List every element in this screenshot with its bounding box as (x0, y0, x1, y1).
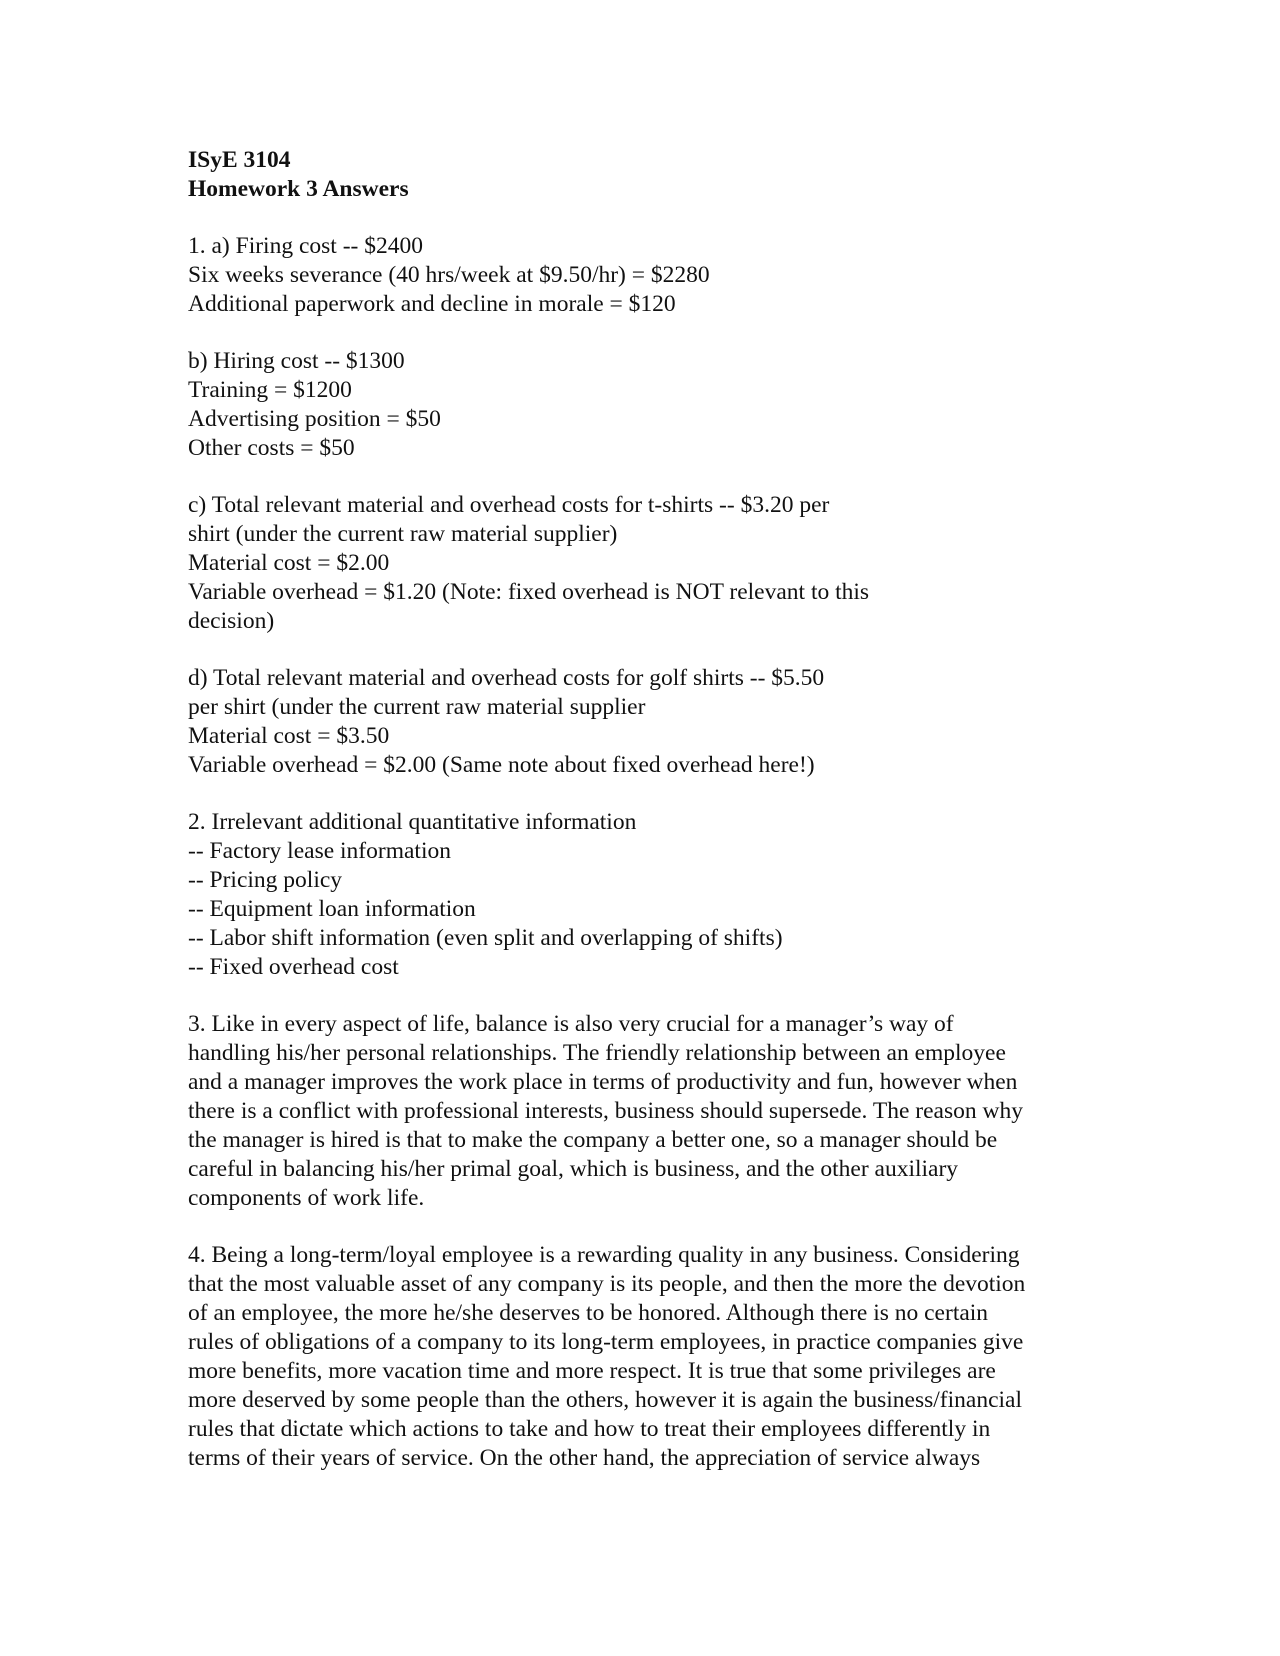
paragraph-line: 3. Like in every aspect of life, balance is also very crucial for a manager’s way of (188, 1011, 954, 1037)
answer-line: Other costs = $50 (188, 435, 355, 461)
answer-1a (188, 232, 1088, 319)
answer-line: 2. Irrelevant additional quantitative information (188, 809, 637, 835)
paragraph-line: more benefits, more vacation time and more respect. It is true that some privileges are (188, 1358, 996, 1384)
answer-1d (188, 664, 1088, 780)
answer-line: decision) (188, 608, 275, 634)
paragraph-line: that the most valuable asset of any company is its people, and then the more the devotion (188, 1271, 1026, 1297)
answer-3 (188, 1010, 1088, 1213)
paragraph-line: careful in balancing his/her primal goal, which is business, and the other auxiliary (188, 1156, 959, 1182)
answer-1c (188, 491, 1088, 636)
answer-line: c) Total relevant material and overhead costs for t-shirts -- $3.20 per (188, 492, 830, 518)
answer-line: Training = $1200 (188, 377, 352, 403)
paragraph-line: and a manager improves the work place in terms of productivity and fun, however when (188, 1069, 1018, 1095)
list-item: -- Pricing policy (188, 867, 343, 893)
answer-line: Additional paperwork and decline in morale = $120 (188, 291, 676, 317)
paragraph-line: handling his/her personal relationships. The friendly relationship between an employee (188, 1040, 1006, 1066)
answer-line: shirt (under the current raw material supplier) (188, 521, 618, 547)
list-item: -- Fixed overhead cost (188, 954, 399, 980)
paragraph-line: there is a conflict with professional interests, business should supersede. The reason why (188, 1098, 1023, 1124)
paragraph-line: rules of obligations of a company to its long-term employees, in practice companies give (188, 1329, 1024, 1355)
paragraph-line: terms of their years of service. On the other hand, the appreciation of service always (188, 1445, 981, 1471)
answer-line: Variable overhead = $2.00 (Same note about fixed overhead here!) (188, 752, 815, 778)
answer-line: Material cost = $3.50 (188, 723, 390, 749)
answer-line: Material cost = $2.00 (188, 550, 390, 576)
answer-line: Six weeks severance (40 hrs/week at $9.50/hr) = $2280 (188, 262, 710, 288)
answer-line: d) Total relevant material and overhead costs for golf shirts -- $5.50 (188, 665, 825, 691)
answer-line: per shirt (under the current raw material supplier (188, 694, 646, 720)
paragraph-line: the manager is hired is that to make the company a better one, so a manager should be (188, 1127, 998, 1153)
document-header (188, 146, 1088, 204)
list-item: -- Equipment loan information (188, 896, 476, 922)
answer-line: Variable overhead = $1.20 (Note: fixed overhead is NOT relevant to this (188, 579, 870, 605)
paragraph-line: rules that dictate which actions to take and how to treat their employees differently in (188, 1416, 991, 1442)
list-item: -- Factory lease information (188, 838, 451, 864)
paragraph-line: of an employee, the more he/she deserves to be honored. Although there is no certain (188, 1300, 989, 1326)
answer-line: Advertising position = $50 (188, 406, 441, 432)
answer-2 (188, 808, 1088, 982)
answer-line: 1. a) Firing cost -- $2400 (188, 233, 423, 259)
list-item: -- Labor shift information (even split and overlapping of shifts) (188, 925, 783, 951)
answer-1b (188, 347, 1088, 463)
document-page (188, 146, 1088, 1501)
paragraph-line: components of work life. (188, 1185, 425, 1211)
document-title: Homework 3 Answers (188, 176, 409, 202)
answer-4 (188, 1241, 1088, 1473)
paragraph-line: more deserved by some people than the others, however it is again the business/financial (188, 1387, 1023, 1413)
course-title: ISyE 3104 (188, 147, 291, 173)
answer-line: b) Hiring cost -- $1300 (188, 348, 405, 374)
paragraph-line: 4. Being a long-term/loyal employee is a rewarding quality in any business. Considering (188, 1242, 1020, 1268)
